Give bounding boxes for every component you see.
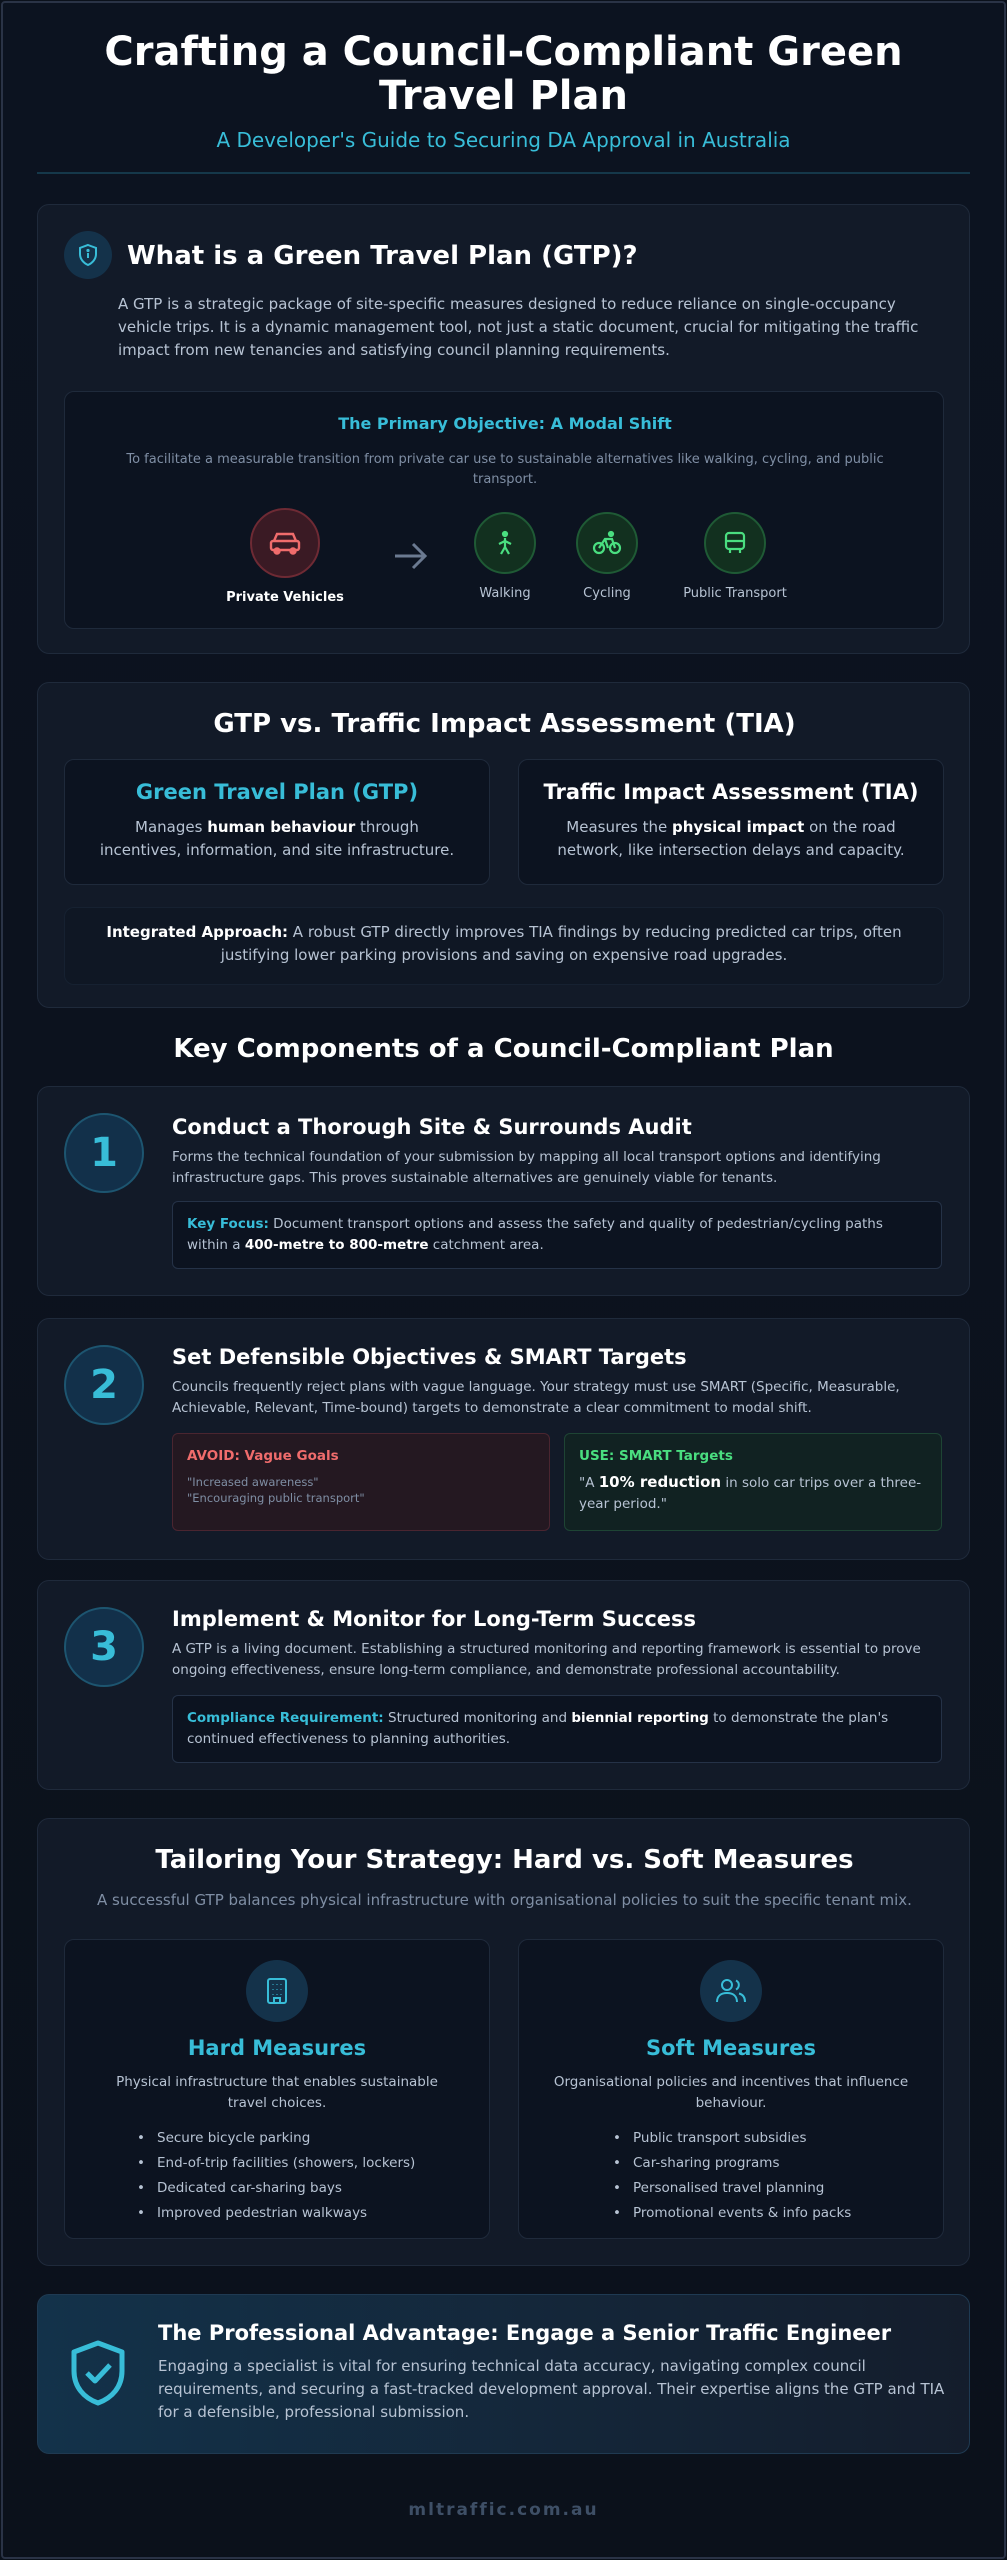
list-item: • Dedicated car-sharing bays: [137, 2176, 415, 2201]
mode-walking: [455, 512, 555, 601]
hard-measures-title: Hard Measures: [187, 2036, 367, 2060]
hard-measures-list: [137, 2126, 415, 2226]
use-smart-targets-panel: [564, 1433, 942, 1531]
step-2-number: 2: [64, 1345, 144, 1425]
list-item: • Public transport subsidies: [613, 2126, 851, 2151]
page-title: Crafting a Council-Compliant Green Travel Plan: [104, 29, 903, 119]
step-3-number: 3: [64, 1607, 144, 1687]
avoid-example-2: "Encouraging public transport": [187, 1491, 365, 1505]
page-header: [0, 30, 1007, 152]
header-divider: [37, 172, 970, 174]
soft-measures-title: Soft Measures: [646, 2036, 816, 2060]
shield-icon: [64, 231, 112, 279]
step-2-description: Councils frequently reject plans with vague language. Your strategy must use SMART (Specific, Measurable, Achievable, Relevant, Time-bound) targets to demonstrate a clear commitment to modal shift.: [172, 1379, 900, 1416]
mode-walking-label: Walking: [479, 586, 531, 601]
step-3-compliance-requirement: Compliance Requirement: Structured monitoring and biennial reporting to demonstrate the plan's continued effectiveness to planning authorities.: [172, 1695, 942, 1763]
advantage-text: Engaging a specialist is vital for ensuring technical data accuracy, navigating complex council requirements, and securing a fast-tracked development approval. Their expertise aligns the GTP and TIA for a defensible, professional submission.: [158, 2357, 945, 2421]
list-item: • Car-sharing programs: [613, 2151, 851, 2176]
tia-definition-text: Measures the physical impact on the road network, like intersection delays and capacity.: [557, 818, 905, 859]
avoid-example-1: "Increased awareness": [187, 1475, 319, 1489]
walking-icon: [474, 512, 536, 574]
list-item: • Promotional events & info packs: [613, 2201, 851, 2226]
shield-check-icon: [68, 2339, 128, 2411]
step-3-card: [37, 1580, 970, 1790]
mode-cycling-label: Cycling: [583, 586, 631, 601]
bus-icon: [704, 512, 766, 574]
page-subtitle: A Developer's Guide to Securing DA Approval in Australia: [216, 128, 791, 152]
step-1-title: Conduct a Thorough Site & Surrounds Audit: [172, 1115, 692, 1139]
soft-measures-panel: [518, 1939, 944, 2239]
hard-measures-panel: [64, 1939, 490, 2239]
soft-measures-description: Organisational policies and incentives that influence behaviour.: [553, 2074, 909, 2111]
list-item: • Improved pedestrian walkways: [137, 2201, 415, 2226]
bicycle-icon: [576, 512, 638, 574]
hard-vs-soft-heading: Tailoring Your Strategy: Hard vs. Soft Measures: [155, 1845, 854, 1875]
mode-private-label: Private Vehicles: [226, 590, 344, 605]
car-icon: [250, 508, 320, 578]
what-is-gtp-card: [37, 204, 970, 654]
step-1-card: [37, 1086, 970, 1296]
avoid-label: AVOID: Vague Goals: [187, 1448, 339, 1464]
list-item: • Secure bicycle parking: [137, 2126, 415, 2151]
use-label: USE: SMART Targets: [579, 1448, 733, 1464]
gtp-definition-panel: [64, 759, 490, 885]
hard-vs-soft-subheading: A successful GTP balances physical infrastructure with organisational policies to suit the specific tenant mix.: [97, 1891, 912, 1909]
step-2-card: [37, 1318, 970, 1560]
step-2-title: Set Defensible Objectives & SMART Targets: [172, 1345, 687, 1369]
integrated-approach-panel: [64, 907, 944, 985]
mode-cycling: [557, 512, 657, 601]
arrow-right-icon: [391, 536, 431, 580]
mode-transport-label: Public Transport: [683, 586, 787, 601]
step-3-title: Implement & Monitor for Long-Term Success: [172, 1607, 697, 1631]
soft-measures-list: [613, 2126, 851, 2226]
avoid-vague-goals-panel: [172, 1433, 550, 1531]
hard-vs-soft-card: [37, 1818, 970, 2266]
mode-private-vehicles: [215, 508, 355, 605]
objective-panel: [64, 391, 944, 629]
step-1-key-focus: Key Focus: Document transport options and assess the safety and quality of pedestrian/cycling paths within a 400-metre to 800-metre catchment area.: [172, 1201, 942, 1269]
step-1-number: 1: [64, 1113, 144, 1193]
tia-definition-panel: [518, 759, 944, 885]
tia-definition-title: Traffic Impact Assessment (TIA): [543, 780, 919, 804]
mode-public-transport: [665, 512, 805, 601]
gtp-vs-tia-card: [37, 682, 970, 1008]
step-3-description: A GTP is a living document. Establishing a structured monitoring and reporting framework is essential to prove ongoing effectiveness, ensure long-term compliance, and demonstrate professional accountability.: [172, 1641, 921, 1678]
what-is-gtp-heading: What is a Green Travel Plan (GTP)?: [127, 241, 638, 271]
gtp-vs-tia-heading: GTP vs. Traffic Impact Assessment (TIA): [213, 709, 796, 739]
building-icon: [246, 1960, 308, 2022]
advantage-title: The Professional Advantage: Engage a Senior Traffic Engineer: [158, 2321, 892, 2345]
objective-text: To facilitate a measurable transition from private car use to sustainable alternatives like walking, cycling, and public transport.: [126, 452, 884, 487]
components-heading: Key Components of a Council-Compliant Plan: [173, 1034, 834, 1064]
step-1-description: Forms the technical foundation of your submission by mapping all local transport options and identifying infrastructure gaps. This proves sustainable alternatives are genuinely viable for tenants.: [172, 1149, 881, 1186]
hard-measures-description: Physical infrastructure that enables sustainable travel choices.: [116, 2074, 438, 2111]
gtp-definition-text: Manages human behaviour through incentives, information, and site infrastructure.: [99, 818, 455, 859]
professional-advantage-card: [37, 2294, 970, 2454]
list-item: • End-of-trip facilities (showers, lockers): [137, 2151, 415, 2176]
what-is-gtp-description: A GTP is a strategic package of site-specific measures designed to reduce reliance on single-occupancy vehicle trips. It is a dynamic management tool, not just a static document, crucial for mitigating the traffic impact from new tenancies and satisfying council planning requirements.: [118, 295, 919, 359]
integrated-approach-text: Integrated Approach: A robust GTP directly improves TIA findings by reducing predicted car trips, often justifying lower parking provisions and saving on expensive road upgrades.: [106, 923, 902, 964]
objective-title: The Primary Objective: A Modal Shift: [338, 414, 672, 433]
list-item: • Personalised travel planning: [613, 2176, 851, 2201]
use-example: "A 10% reduction in solo car trips over a three-year period.": [579, 1473, 922, 1512]
gtp-definition-title: Green Travel Plan (GTP): [135, 780, 419, 804]
users-icon: [700, 1960, 762, 2022]
footer-site[interactable]: mltraffic.com.au: [408, 2500, 599, 2520]
